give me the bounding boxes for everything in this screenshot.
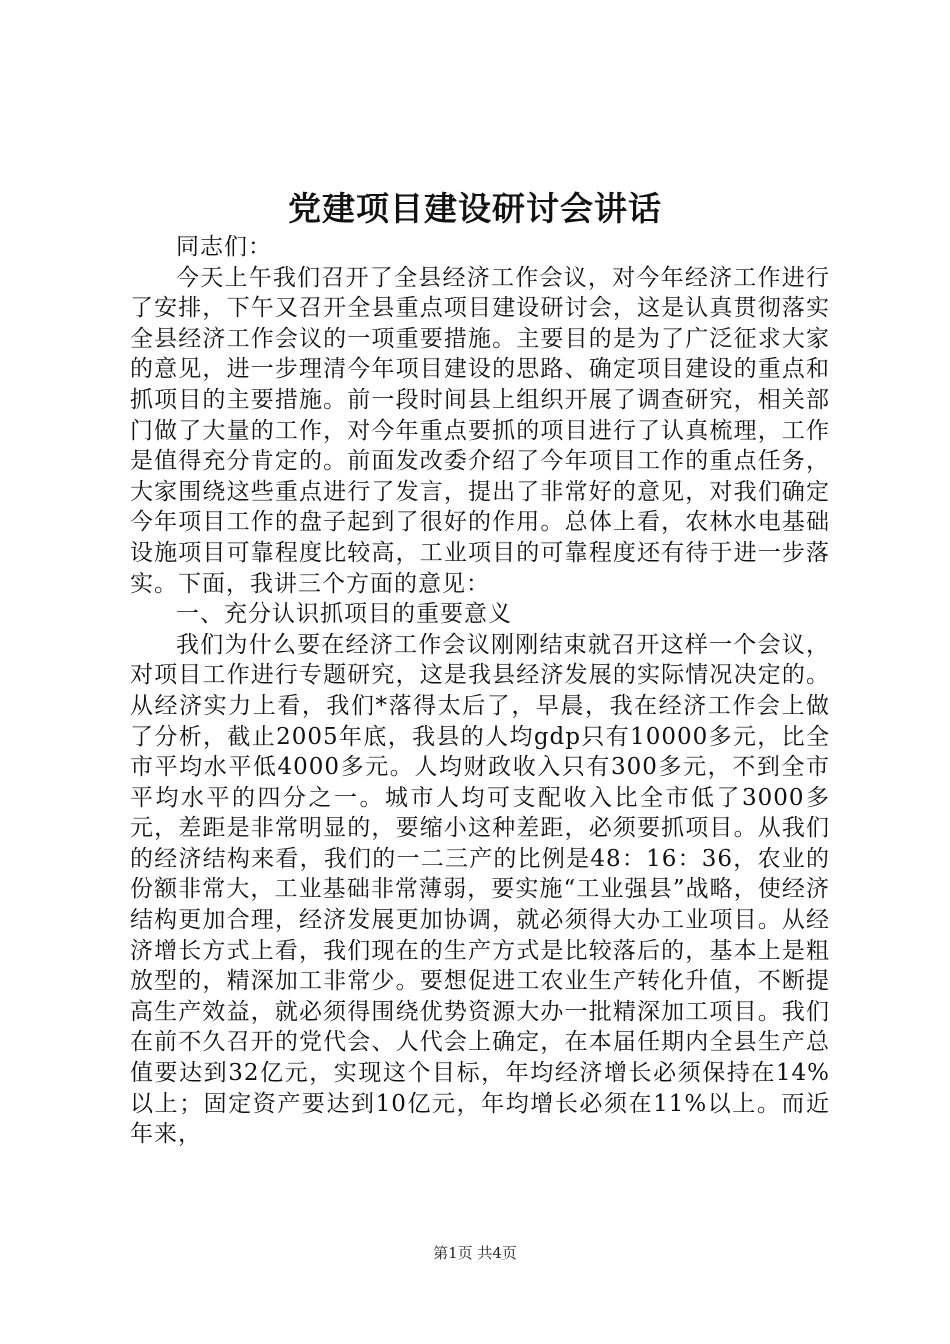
section-heading-1: 一、充分认识抓项目的重要意义 bbox=[176, 601, 512, 628]
paragraph-intro: 今天上午我们召开了全县经济工作会议，对今年经济工作进行了安排，下午又召开全县重点项目建设研讨会，这是认真贯彻落实全县经济工作会议的一项重要措施。主要目的是为了广泛征求大家的意见，进一步理清今年项目建设的思路、确定项目建设的重点和抓项目的主要措施。前一段时间县上组织开展了调查研究，相关部门做了大量的工作，对今年重点要抓的项目进行了认真梳理，工作是值得充分肯定的。前面发改委介绍了今年项目工作的重点任务，大家围绕这些重点进行了发言，提出了非常好的意见，对我们确定今年项目工作的盘子起到了很好的作用。总体上看，农林水电基础设施项目可靠程度比较高，工业项目的可靠程度还有待于进一步落实。下面，我讲三个方面的意见： bbox=[130, 264, 830, 597]
document-title: 党建项目建设研讨会讲话 bbox=[288, 189, 662, 228]
page-number: 第1页 共4页 bbox=[433, 1244, 517, 1262]
paragraph-section-1: 我们为什么要在经济工作会议刚刚结束就召开这样一个会议，对项目工作进行专题研究，这是我县经济发展的实际情况决定的。从经济实力上看，我们*落得太后了，早晨，我在经济工作会上做了分析，截止2005年底，我县的人均gdp只有10000多元，比全市平均水平低4000多元。人均财政收入只有300多元，不到全市平均水平的四分之一。城市人均可支配收入比全市低了3000多元，差距是非常明显的，要缩小这种差距，必须要抓项目。从我们的经济结构来看，我们的一二三产的比例是48：16：36，农业的份额非常大，工业基础非常薄弱，要实施“工业强县”战略，使经济结构更加合理，经济发展更加协调，就必须得大办工业项目。从经济增长方式上看，我们现在的生产方式是比较落后的，基本上是粗放型的，精深加工非常少。要想促进工农业生产转化升值，不断提高生产效益，就必须得围绕优势资源大办一批精深加工项目。我们在前不久召开的党代会、人代会上确定，在本届任期内全县生产总值要达到32亿元，实现这个目标，年均经济增长必须保持在14%以上；固定资产要达到10亿元，年均增长必须在11%以上。而近年来， bbox=[130, 631, 830, 1148]
document-body bbox=[130, 232, 830, 1150]
salutation: 同志们： bbox=[176, 234, 272, 260]
